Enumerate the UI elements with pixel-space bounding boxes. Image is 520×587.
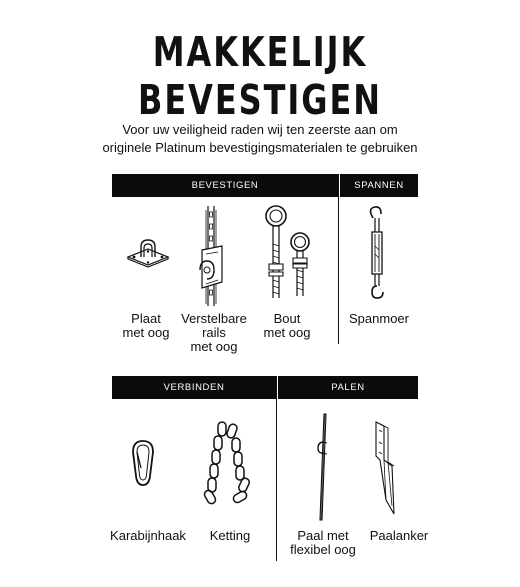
intro-text — [0, 121, 520, 157]
label-verstelbare-rails: Verstelbare rails met oog — [181, 311, 247, 354]
plate-with-eye-icon — [124, 236, 172, 270]
divider-bottom — [276, 376, 277, 561]
eye-bolt-icon — [262, 204, 318, 302]
pole-anchor-icon — [370, 420, 400, 516]
chain-icon — [198, 418, 260, 506]
label-spanmoer: Spanmoer — [349, 311, 409, 326]
turnbuckle-icon — [362, 204, 392, 302]
label-plaat-met-oog: Plaat met oog — [122, 311, 170, 340]
intro-line-2: originele Platinum bevestigingsmaterialen te gebruiken — [102, 140, 418, 155]
section-header-palen: PALEN — [278, 376, 418, 399]
divider-top — [338, 174, 339, 344]
label-karabijnhaak: Karabijnhaak — [110, 528, 186, 543]
label-ketting: Ketting — [209, 528, 251, 543]
adjustable-rail-icon — [196, 204, 228, 308]
pole-flexible-eye-icon — [310, 412, 334, 522]
section-header-bevestigen: BEVESTIGEN — [112, 174, 338, 197]
label-paalanker: Paalanker — [369, 528, 429, 543]
label-paal-met-flexibel-oog: Paal met flexibel oog — [290, 528, 356, 557]
intro-line-1: Voor uw veiligheid raden wij ten zeerste aan om — [122, 122, 398, 137]
label-bout-met-oog: Bout met oog — [263, 311, 311, 340]
section-header-spannen: SPANNEN — [340, 174, 418, 197]
section-header-verbinden: VERBINDEN — [112, 376, 276, 399]
page-title: MAKKELIJK BEVESTIGEN — [138, 28, 382, 124]
carabiner-icon — [128, 438, 158, 488]
